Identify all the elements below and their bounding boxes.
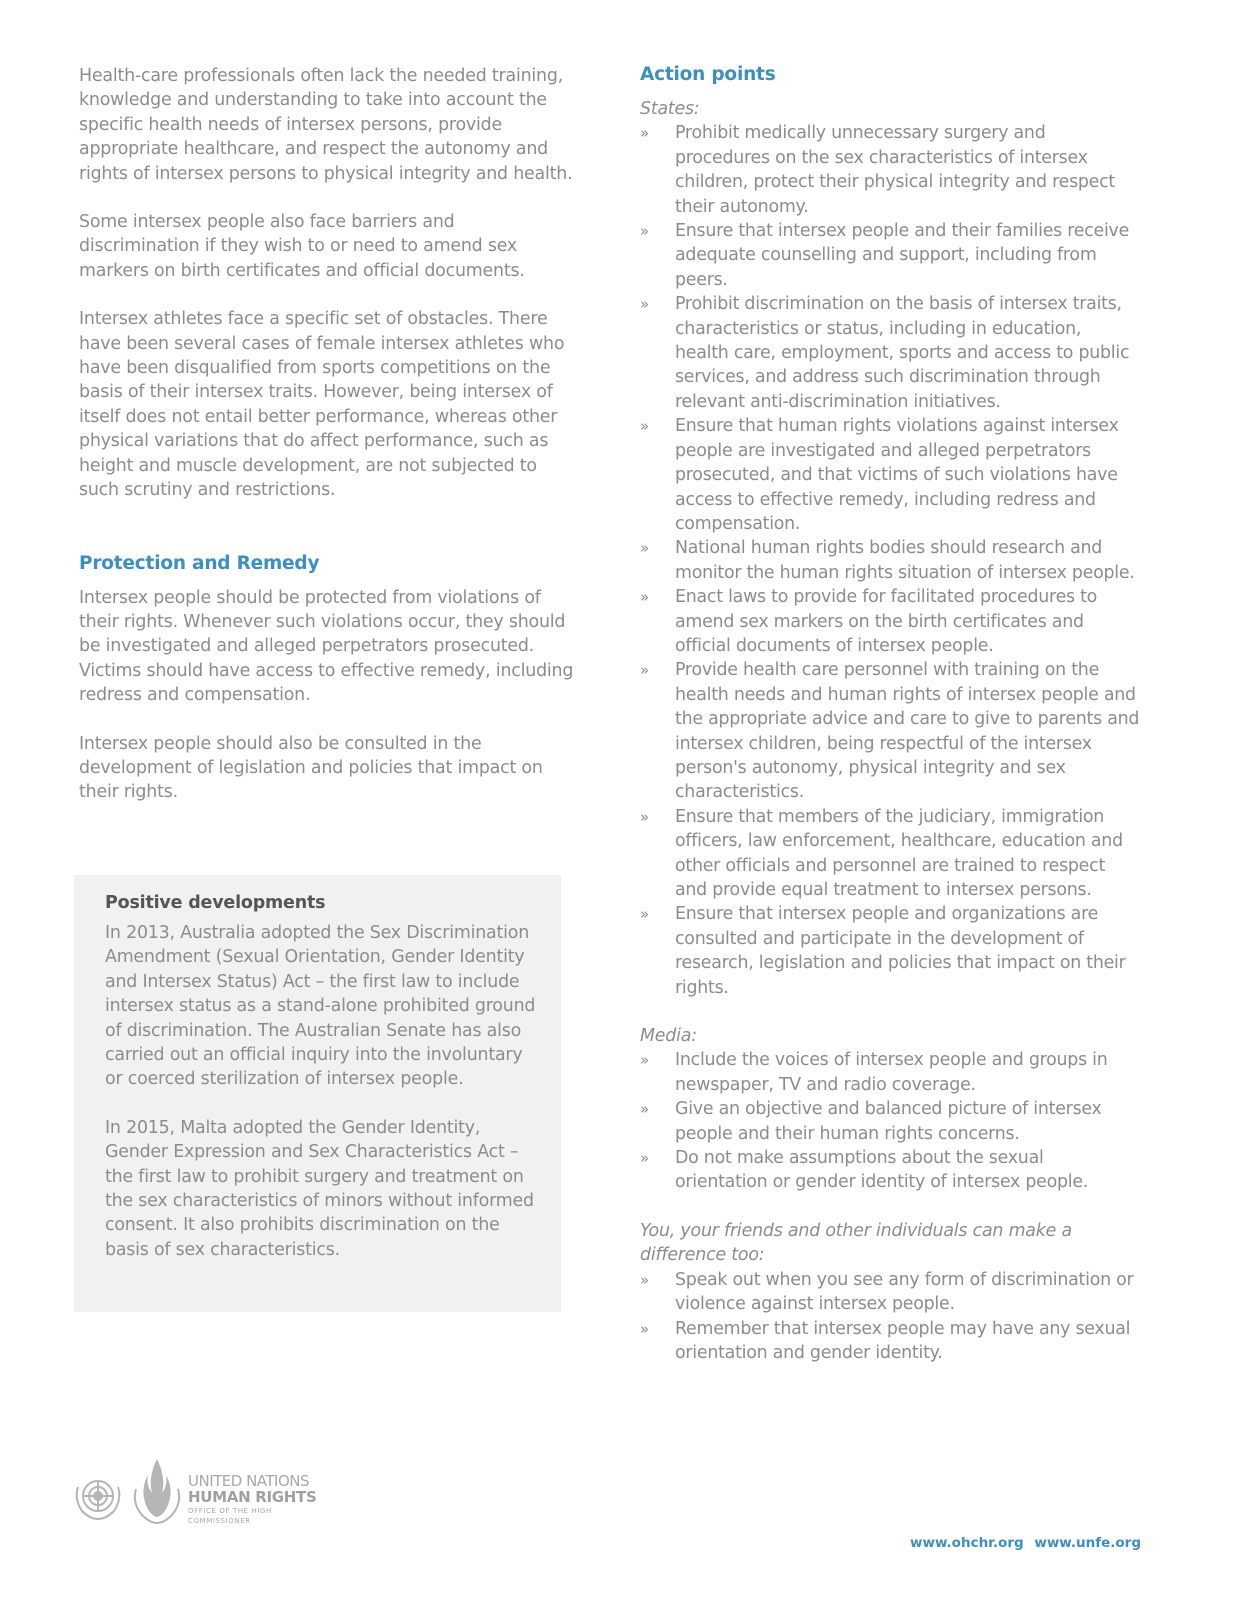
action-item — [640, 219, 1140, 292]
action-item-text: Speak out when you see any form of discrimination or violence against intersex people. — [675, 1269, 1134, 1315]
positive-developments-box — [74, 875, 561, 1312]
action-item — [640, 292, 1140, 414]
positive-paragraph-1: In 2013, Australia adopted the Sex Discrimination Amendment (Sexual Orientation, Gender Identity and Intersex Status) Act – the first law to include intersex status as a stand-alone prohibited ground of discrimination. The Australian Senate has also carried out an official inquiry into the involuntary or coerced sterilization of intersex people. — [105, 923, 536, 1090]
action-list — [640, 121, 1140, 1000]
bullet-marker-icon: » — [640, 222, 649, 241]
action-item — [640, 658, 1140, 804]
action-item — [640, 1146, 1140, 1195]
bullet-marker-icon: » — [640, 905, 649, 924]
positive-developments-heading: Positive developments — [105, 893, 326, 913]
action-item — [640, 585, 1140, 658]
action-item-text: Provide health care personnel with training on the health needs and human rights of intersex people and the appropriate advice and care to give to parents and intersex children, being respectful of the intersex person's autonomy, physical integrity and sex characteristics. — [675, 660, 1140, 803]
un-human-rights-logo — [70, 1455, 330, 1525]
action-item-text: Ensure that intersex people and organizations are consulted and participate in the development of research, legislation and policies that impact on their rights. — [675, 904, 1126, 998]
action-item — [640, 1317, 1140, 1366]
action-item-text: Ensure that intersex people and their families receive adequate counselling and support, including from peers. — [675, 221, 1130, 290]
intro-paragraph-2: Some intersex people also face barriers and discrimination if they wish to or need to amend sex markers on birth certificates and official documents. — [79, 212, 525, 281]
positive-paragraph-2: In 2015, Malta adopted the Gender Identity, Gender Expression and Sex Characteristics Act – the first law to prohibit surgery and treatment on the sex characteristics of minors without informed consent. It also prohibits discrimination on the basis of sex characteristics. — [105, 1117, 534, 1260]
bullet-marker-icon: » — [640, 1319, 649, 1338]
bullet-marker-icon: » — [640, 539, 649, 558]
bullet-marker-icon: » — [640, 295, 649, 314]
action-item-text: Give an objective and balanced picture of intersex people and their human rights concerns. — [675, 1099, 1102, 1144]
group-label: You, your friends and other individuals can make a difference too: — [640, 1220, 1072, 1266]
action-item — [640, 121, 1140, 219]
group-label: States: — [640, 99, 700, 119]
ohchr-link[interactable]: www.ohchr.org — [910, 1535, 1024, 1551]
action-item-text: Prohibit discrimination on the basis of intersex traits, characteristics or status, including in education, health care, employment, sports and access to public services, and address such discrimination through relevant anti-discrimination initiatives. — [675, 294, 1130, 412]
bullet-marker-icon: » — [640, 588, 649, 607]
bullet-marker-icon: » — [640, 807, 649, 826]
bullet-marker-icon: » — [640, 1051, 649, 1070]
logo-line-2: HUMAN RIGHTS — [188, 1488, 317, 1506]
intro-paragraph-1: Health-care professionals often lack the needed training, knowledge and understanding to take into account the specific health needs of intersex persons, provide appropriate healthcare, and respect the autonomy and rights of intersex persons to physical integrity and health. — [79, 66, 573, 184]
group-label: Media: — [640, 1026, 697, 1047]
action-item-text: Include the voices of intersex people and groups in newspaper, TV and radio coverage. — [675, 1050, 1108, 1095]
logo-line-3: OFFICE OF THE HIGH COMMISSIONER — [188, 1507, 272, 1525]
action-groups — [640, 97, 1140, 1365]
bullet-marker-icon: » — [640, 417, 649, 436]
right-column — [640, 64, 1140, 1365]
action-list — [640, 1048, 1140, 1194]
human-rights-flame-icon — [128, 1455, 186, 1525]
bullet-marker-icon: » — [640, 661, 649, 680]
bullet-marker-icon: » — [640, 1100, 649, 1119]
bullet-marker-icon: » — [640, 124, 649, 143]
action-item — [640, 1268, 1140, 1317]
action-item-text: Ensure that human rights violations against intersex people are investigated and alleged perpetrators prosecuted, and that victims of such violations have access to effective remedy, including redress and compensation. — [675, 416, 1119, 534]
action-item — [640, 805, 1140, 903]
logo-line-1: UNITED NATIONS — [188, 1472, 310, 1490]
protection-paragraph-2: Intersex people should also be consulted in the development of legislation and policies that impact on their rights. — [79, 733, 543, 803]
action-item-text: Enact laws to provide for facilitated procedures to amend sex markers on the birth certificates and official documents of intersex people. — [675, 587, 1098, 656]
protection-paragraph-1: Intersex people should be protected from violations of their rights. Whenever such violations occur, they should be investigated and alleged perpetrators prosecuted. Victims should have access to effective remedy, including redress and compensation. — [79, 587, 574, 706]
action-points-heading: Action points — [640, 64, 776, 85]
action-item — [640, 1048, 1140, 1097]
protection-heading: Protection and Remedy — [79, 552, 320, 574]
un-emblem-icon — [70, 1469, 126, 1525]
bullet-marker-icon: » — [640, 1149, 649, 1168]
action-item-text: Prohibit medically unnecessary surgery and procedures on the sex characteristics of intersex children, protect their physical integrity and respect their autonomy. — [675, 123, 1115, 217]
action-item-text: Remember that intersex people may have any sexual orientation and gender identity. — [675, 1318, 1131, 1363]
action-item — [640, 536, 1140, 585]
footer-links — [910, 1535, 1147, 1551]
intro-paragraph-3: Intersex athletes face a specific set of obstacles. There have been several cases of female intersex athletes who have been disqualified from sports competitions on the basis of their intersex traits. However, being intersex of itself does not entail better performance, whereas other physical variations that do affect performance, such as height and muscle development, are not subjected to such scrutiny and restrictions. — [79, 309, 565, 501]
left-column — [79, 64, 579, 805]
action-list — [640, 1268, 1140, 1366]
bullet-marker-icon: » — [640, 1270, 649, 1289]
action-item-text: National human rights bodies should research and monitor the human rights situation of intersex people. — [675, 538, 1135, 583]
unfe-link[interactable]: www.unfe.org — [1034, 1535, 1141, 1551]
action-item — [640, 1097, 1140, 1146]
action-item — [640, 902, 1140, 1000]
action-item — [640, 414, 1140, 536]
logo-text — [188, 1473, 330, 1526]
action-item-text: Do not make assumptions about the sexual orientation or gender identity of intersex people. — [675, 1148, 1089, 1193]
action-item-text: Ensure that members of the judiciary, immigration officers, law enforcement, healthcare, education and other officials and personnel are trained to respect and provide equal treatment to intersex persons. — [675, 806, 1123, 900]
